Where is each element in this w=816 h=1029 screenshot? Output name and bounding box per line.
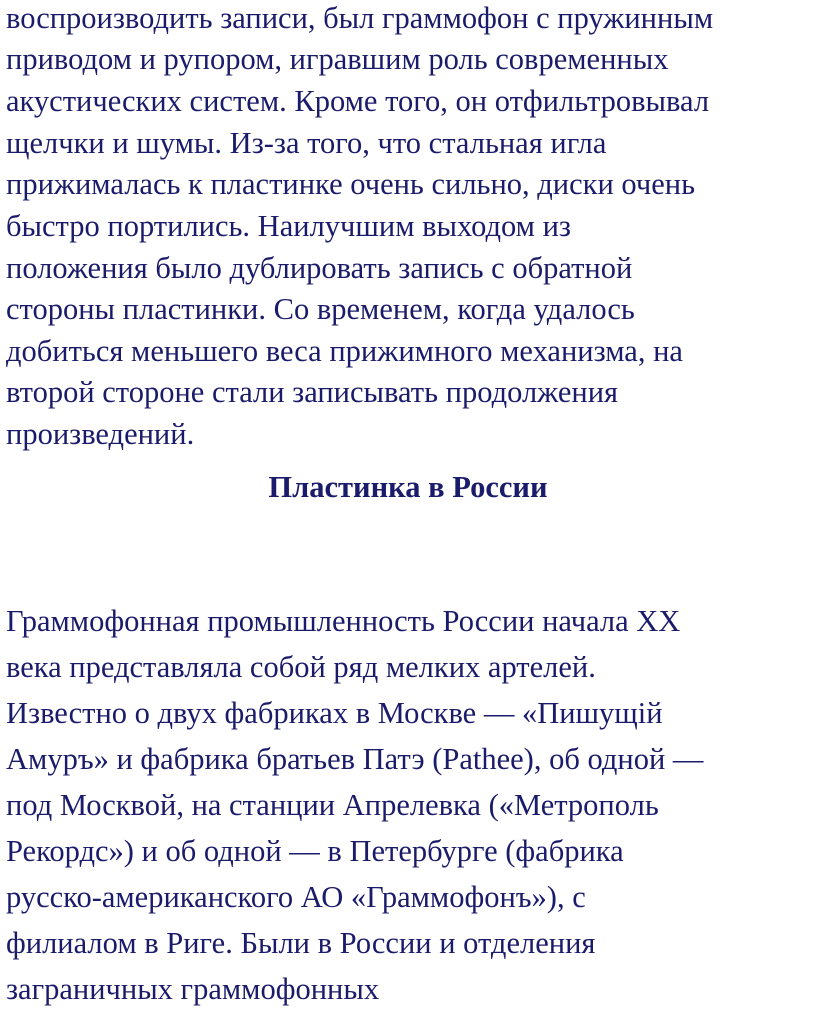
text-line: Рекордс») и об одной — в Петербурге (фабрика bbox=[6, 834, 624, 868]
text-line: быстро портились. Наилучшим выходом из bbox=[6, 209, 571, 243]
text-line: прижималась к пластинке очень сильно, диски очень bbox=[6, 167, 695, 201]
text-line: заграничных граммофонных bbox=[6, 972, 380, 1006]
text-line: филиалом в Риге. Были в России и отделения bbox=[6, 926, 596, 960]
text-line: приводом и рупором, игравшим роль современных bbox=[6, 42, 669, 76]
text-line: русско-американского АО «Граммофонъ»), с bbox=[6, 880, 586, 914]
text-line: акустических систем. Кроме того, он отфильтровывал bbox=[6, 84, 710, 118]
section-heading: Пластинка в России bbox=[268, 470, 548, 504]
text-line: под Москвой, на станции Апрелевка («Метрополь bbox=[6, 788, 659, 822]
text-line: второй стороне стали записывать продолжения bbox=[6, 375, 619, 409]
text-line: произведений. bbox=[6, 417, 195, 451]
text-line: воспроизводить записи, был граммофон с пружинным bbox=[6, 1, 714, 35]
text-line: Известно о двух фабриках в Москве — «Пишущій bbox=[6, 696, 663, 730]
text-line: Граммофонная промышленность России начала XX bbox=[6, 604, 681, 638]
text-line: добиться меньшего веса прижимного механизма, на bbox=[6, 334, 683, 368]
text-line: века представляла собой ряд мелких артелей. bbox=[6, 650, 596, 684]
text-line: Амуръ» и фабрика братьев Патэ (Pathee), об одной — bbox=[6, 742, 704, 776]
text-line: стороны пластинки. Со временем, когда удалось bbox=[6, 292, 635, 326]
text-line: положения было дублировать запись с обратной bbox=[6, 251, 633, 285]
text-line: щелчки и шумы. Из-за того, что стальная игла bbox=[6, 126, 607, 160]
